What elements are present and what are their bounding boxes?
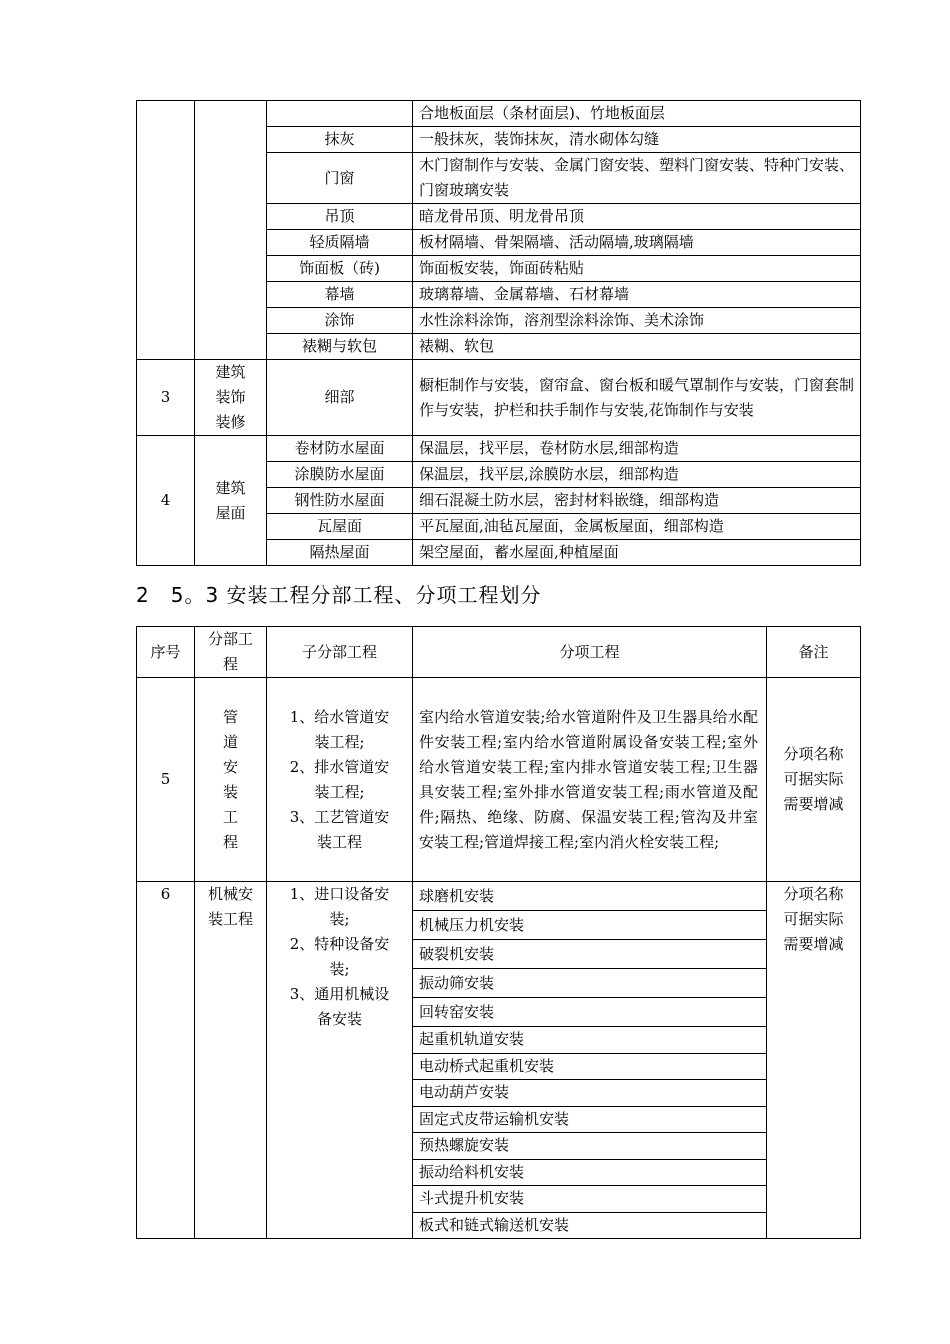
no-cell — [137, 101, 195, 360]
item-cell: 细石混凝土防水层，密封材料嵌缝，细部构造 — [413, 488, 861, 514]
item-cell: 水性涂料涂饰，溶剂型涂料涂饰、美术涂饰 — [413, 308, 861, 334]
item-cell: 振动给料机安装 — [413, 1159, 766, 1186]
list-item — [413, 969, 766, 998]
table-row — [137, 101, 861, 127]
sub-cell: 细部 — [267, 360, 413, 436]
part-cell: 机械安装工程 — [195, 882, 267, 1239]
list-item — [413, 1080, 766, 1107]
part-cell: 建筑屋面 — [195, 436, 267, 566]
header-row — [137, 627, 861, 678]
item-cell: 一般抹灰，装饰抹灰，清水砌体勾缝 — [413, 127, 861, 153]
list-item — [413, 1053, 766, 1080]
item-list-cell — [413, 882, 767, 1239]
sub-cell: 1、进口设备安装; 2、特种设备安装; 3、通用机械设备安装 — [267, 882, 413, 1239]
note-cell: 分项名称可据实际需要增减 — [767, 882, 861, 1239]
part-cell: 建筑装饰装修 — [195, 360, 267, 436]
installation-table — [136, 626, 861, 1239]
sub-cell: 1、给水管道安装工程; 2、排水管道安装工程; 3、工艺管道安装工程 — [267, 678, 413, 882]
item-cell: 机械压力机安装 — [413, 911, 766, 940]
sub-cell: 钢性防水屋面 — [267, 488, 413, 514]
sub-cell: 裱糊与软包 — [267, 334, 413, 360]
sub-cell: 瓦屋面 — [267, 514, 413, 540]
item-cell: 电动桥式起重机安装 — [413, 1053, 766, 1080]
sub-cell: 门窗 — [267, 153, 413, 204]
list-item — [413, 1106, 766, 1133]
list-item — [413, 998, 766, 1027]
sub-cell: 吊顶 — [267, 204, 413, 230]
sub-cell: 抹灰 — [267, 127, 413, 153]
list-item — [413, 1027, 766, 1054]
header-no: 序号 — [137, 627, 195, 678]
header-part: 分部工程 — [195, 627, 267, 678]
list-item — [413, 1159, 766, 1186]
table-row — [137, 678, 861, 882]
item-cell: 起重机轨道安装 — [413, 1027, 766, 1054]
sub-cell — [267, 101, 413, 127]
list-item — [413, 882, 766, 911]
table-row — [137, 436, 861, 462]
list-item — [413, 1186, 766, 1213]
no-cell: 4 — [137, 436, 195, 566]
list-item — [413, 940, 766, 969]
item-cell: 橱柜制作与安装，窗帘盒、窗台板和暖气罩制作与安装，门窗套制作与安装，护栏和扶手制作与安装,花饰制作与安装 — [413, 360, 861, 436]
item-cell: 保温层，找平层,涂膜防水层，细部构造 — [413, 462, 861, 488]
sub-cell: 卷材防水屋面 — [267, 436, 413, 462]
header-item: 分项工程 — [413, 627, 767, 678]
item-cell: 斗式提升机安装 — [413, 1186, 766, 1213]
item-cell: 振动筛安装 — [413, 969, 766, 998]
item-cell: 暗龙骨吊顶、明龙骨吊顶 — [413, 204, 861, 230]
section-heading: 2 5。3 安装工程分部工程、分项工程划分 — [136, 583, 542, 607]
item-cell: 裱糊、软包 — [413, 334, 861, 360]
item-list — [413, 882, 766, 1238]
header-note: 备注 — [767, 627, 861, 678]
item-cell: 室内给水管道安装;给水管道附件及卫生器具给水配件安装工程;室内给水管道附属设备安装工程;室外给水管道安装工程;室内排水管道安装工程;卫生器具安装工程;室外排水管道安装工程;雨水管道及配件;隔热、绝缘、防腐、保温安装工程;管沟及井室安装工程;管道焊接工程;室内消火栓安装工程; — [413, 678, 767, 882]
item-cell: 固定式皮带运输机安装 — [413, 1106, 766, 1133]
sub-cell: 涂饰 — [267, 308, 413, 334]
item-cell: 板式和链式输送机安装 — [419, 1215, 570, 1234]
list-item — [413, 911, 766, 940]
list-item — [413, 1212, 766, 1238]
decoration-roof-table — [136, 100, 861, 566]
item-cell: 饰面板安装，饰面砖粘贴 — [413, 256, 861, 282]
item-cell: 预热螺旋安装 — [413, 1133, 766, 1160]
item-cell: 玻璃幕墙、金属幕墙、石材幕墙 — [413, 282, 861, 308]
list-item — [413, 1133, 766, 1160]
no-cell: 3 — [137, 360, 195, 436]
sub-cell: 幕墙 — [267, 282, 413, 308]
item-cell: 板材隔墙、骨架隔墙、活动隔墙,玻璃隔墙 — [413, 230, 861, 256]
item-cell: 破裂机安装 — [413, 940, 766, 969]
item-cell: 球磨机安装 — [413, 882, 766, 911]
note-cell: 分项名称可据实际需要增减 — [767, 678, 861, 882]
sub-cell: 轻质隔墙 — [267, 230, 413, 256]
sub-cell: 涂膜防水屋面 — [267, 462, 413, 488]
item-cell: 木门窗制作与安装、金属门窗安装、塑料门窗安装、特种门安装、门窗玻璃安装 — [413, 153, 861, 204]
table-row — [137, 360, 861, 436]
header-sub: 子分部工程 — [267, 627, 413, 678]
sub-cell: 饰面板（砖) — [267, 256, 413, 282]
item-cell: 电动葫芦安装 — [413, 1080, 766, 1107]
item-cell: 合地板面层（条材面层)、竹地板面层 — [413, 101, 861, 127]
item-cell: 回转窑安装 — [413, 998, 766, 1027]
table-row — [137, 882, 861, 1239]
no-cell: 5 — [137, 678, 195, 882]
no-cell: 6 — [137, 882, 195, 1239]
item-cell: 保温层，找平层，卷材防水层,细部构造 — [413, 436, 861, 462]
part-cell: 管道安装工程 — [195, 678, 267, 882]
item-cell: 平瓦屋面,油毡瓦屋面，金属板屋面，细部构造 — [413, 514, 861, 540]
item-cell: 架空屋面，蓄水屋面,种植屋面 — [413, 540, 861, 566]
part-cell — [195, 101, 267, 360]
sub-cell: 隔热屋面 — [267, 540, 413, 566]
